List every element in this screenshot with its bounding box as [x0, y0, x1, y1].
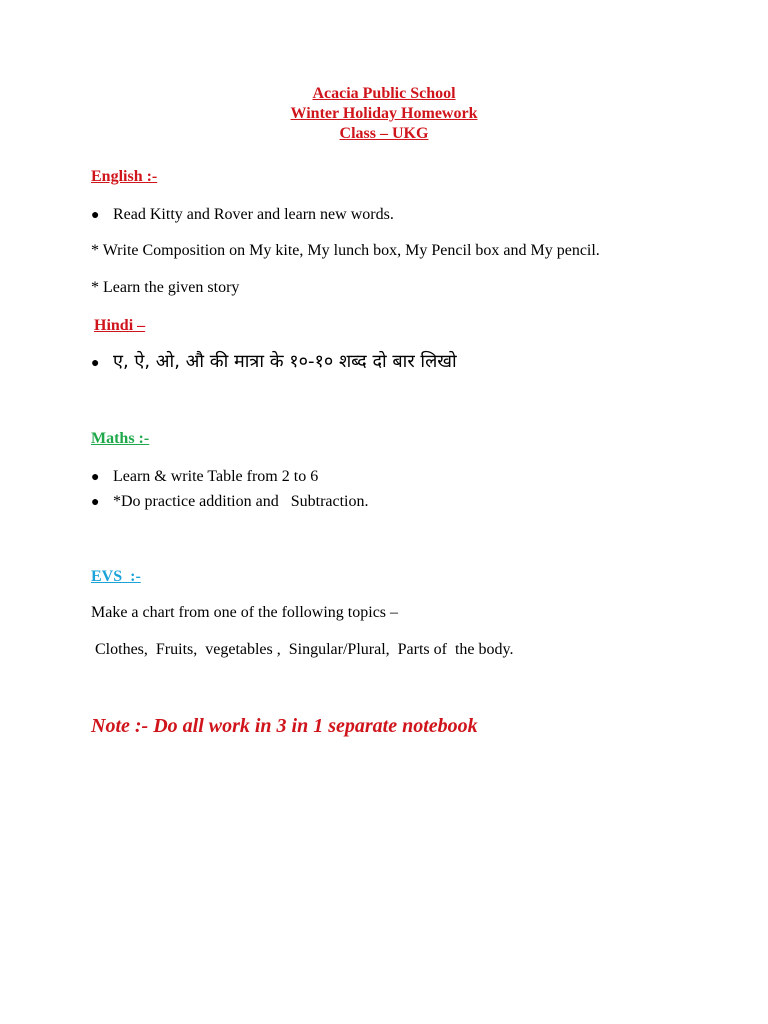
note-text: Note :- Do all work in 3 in 1 separate notebook [91, 715, 478, 737]
bullet-dot-icon: ● [91, 356, 100, 371]
class-line: Class – UKG [339, 125, 429, 142]
english-item-2: * Write Composition on My kite, My lunch box, My Pencil box and My pencil. [91, 242, 600, 259]
hindi-item-1-text: ए, ऐ, ओ, औ की मात्रा के १०-१० शब्द दो बार लिखो [113, 351, 457, 372]
english-heading: English :- [91, 168, 158, 185]
maths-heading: Maths :- [91, 430, 150, 447]
bullet-dot-icon: ● [91, 470, 100, 485]
hindi-item-1 [91, 350, 457, 376]
maths-item-2 [91, 492, 368, 513]
bullet-dot-icon: ● [91, 208, 100, 223]
maths-item-2-text: *Do practice addition and Subtraction. [113, 493, 369, 510]
document-title: Winter Holiday Homework [290, 105, 478, 122]
english-item-3: * Learn the given story [91, 279, 240, 296]
evs-topics: Clothes, Fruits, vegetables , Singular/Plural, Parts of the body. [91, 641, 514, 658]
evs-intro: Make a chart from one of the following topics – [91, 604, 399, 621]
maths-item-1 [91, 467, 318, 488]
bullet-dot-icon: ● [91, 495, 100, 510]
hindi-heading: Hindi – [94, 317, 146, 334]
evs-heading: EVS :- [91, 568, 141, 585]
school-name: Acacia Public School [312, 85, 456, 102]
maths-item-1-text: Learn & write Table from 2 to 6 [113, 468, 319, 485]
english-item-1-text: Read Kitty and Rover and learn new words. [113, 206, 394, 223]
english-item-1 [91, 205, 394, 226]
